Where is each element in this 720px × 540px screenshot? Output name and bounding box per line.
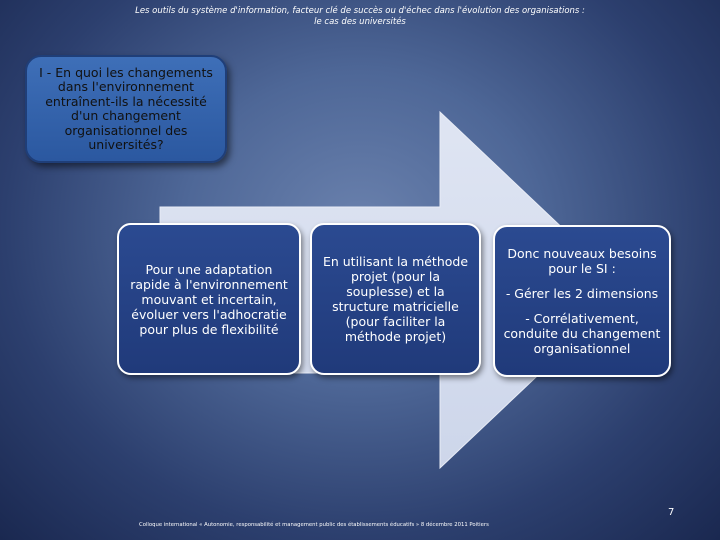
step-box-besoins-si-line-2: - Gérer les 2 dimensions — [505, 286, 659, 301]
step-box-besoins-si — [493, 225, 671, 377]
step-box-methode-projet-text: En utilisant la méthode projet (pour la souplesse) et la structure matricielle (pour faciliter la méthode projet) — [322, 254, 469, 344]
header-line-1: Les outils du système d'information, facteur clé de succès ou d'échec dans l'évolution des organisations : — [135, 6, 585, 16]
page-number: 7 — [668, 507, 675, 518]
step-box-besoins-si-line-1: Donc nouveaux besoins pour le SI : — [507, 246, 657, 276]
step-box-besoins-si-line-3: - Corrélativement, conduite du changement organisationnel — [503, 311, 661, 356]
slide-footer: Colloque international « Autonomie, responsabilité et management public des établissements éducatifs » 8 décembre 2011 Poitiers — [139, 522, 489, 528]
step-box-methode-projet — [310, 223, 481, 375]
step-box-adaptation-text: Pour une adaptation rapide à l'environnement mouvant et incertain, évoluer vers l'adhocratie pour plus de flexibilité — [130, 261, 288, 337]
header-line-2: le cas des universités — [314, 17, 406, 27]
question-text: I - En quoi les changements dans l'environnement entraînent-ils la nécessité d'un changement organisationnel des universités? — [39, 64, 213, 152]
question-box — [25, 55, 227, 163]
step-box-adaptation — [117, 223, 301, 375]
